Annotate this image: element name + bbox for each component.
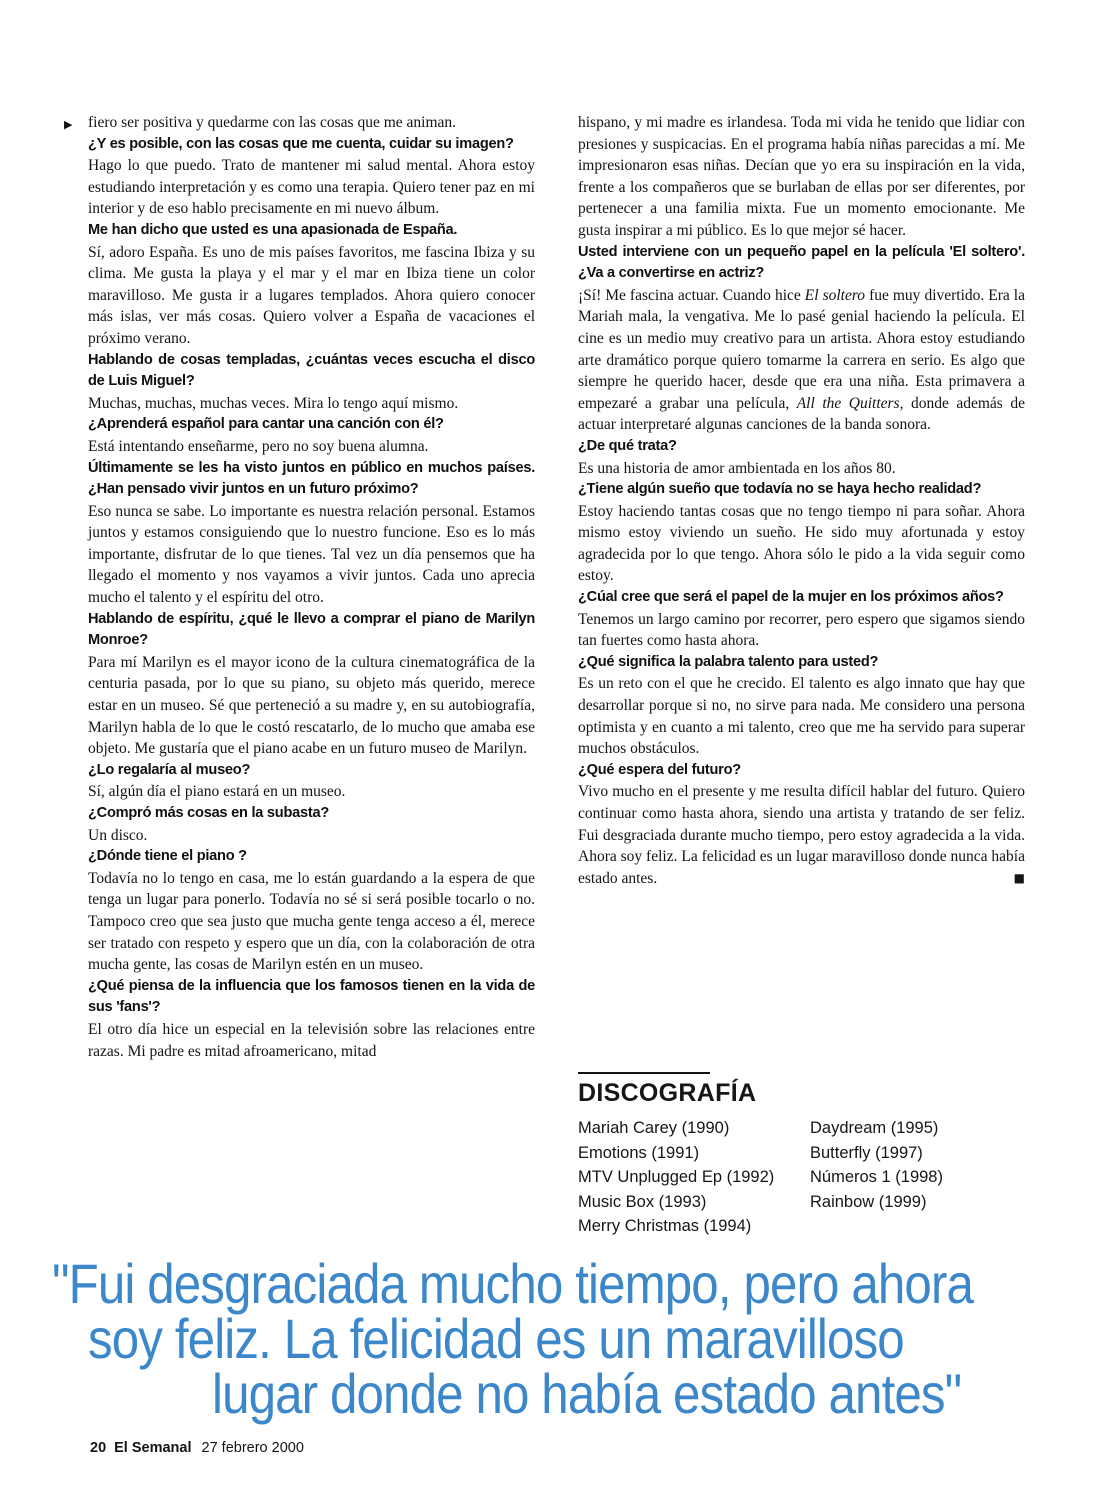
interview-question: Hablando de cosas templadas, ¿cuántas veces escucha el disco de Luis Miguel? xyxy=(88,351,535,390)
interview-answer: Tenemos un largo camino por recorrer, pero espero que sigamos siendo tan fuertes como hasta ahora. xyxy=(578,610,1025,650)
interview-answer: Sí, algún día el piano estará en un museo. xyxy=(88,783,346,801)
interview-question: ¿De qué trata? xyxy=(578,437,677,454)
interview-answer: Todavía no lo tengo en casa, me lo están guardando a la espera de que tenga un lugar para ponerlo. Todavía no sé si será posible tocarlo o no. Tampoco creo que sea justo que mucha gente tenga acceso a él, merece ser tratado con respeto y espero que un día, con la colaboración de otra mucha gente, las cosas de Marilyn estén en un museo. xyxy=(88,869,535,974)
discography-section xyxy=(578,1072,1025,1239)
discography-item: Music Box (1993) xyxy=(578,1192,707,1211)
footer-page-number: 20 xyxy=(90,1440,107,1456)
discography-item: Merry Christmas (1994) xyxy=(578,1217,752,1235)
discography-rule xyxy=(578,1072,710,1074)
interview-answer: Está intentando enseñarme, pero no soy buena alumna. xyxy=(88,437,429,455)
interview-question: ¿Tiene algún sueño que todavía no se haya hecho realidad? xyxy=(578,481,982,498)
interview-answer: Vivo mucho en el presente y me resulta difícil hablar del futuro. Quiero continuar como hasta ahora, siendo una artista y tratando de ser feliz. Fui desgraciada durante mucho tiempo, pero estoy agradecida a la vida. Ahora soy feliz. La felicidad es un lugar maravilloso donde nunca había estado antes. ■ xyxy=(578,781,1025,889)
footer-date: 27 febrero 2000 xyxy=(201,1440,304,1456)
interview-question: ¿Dónde tiene el piano ? xyxy=(88,848,247,865)
pull-quote xyxy=(0,1252,1115,1425)
interview-answer: ¡Sí! Me fascina actuar. Cuando hice El soltero fue muy divertido. Era la Mariah mala, la vengativa. Me lo pasé genial haciendo la película. El cine es un medio muy creativo para un artista. Ahora estoy estudiando arte dramático porque quiero tomarme la carrera en serio. Es algo que siempre he querido hacer, desde que era una niña. Esta primavera a empezaré a grabar una película, All the Quitters, donde además de actuar interpretaré algunas canciones de la banda sonora. xyxy=(578,286,1025,434)
interview-question: Últimamente se les ha visto juntos en público en muchos países. ¿Han pensado vivir juntos en un futuro próximo? xyxy=(88,459,535,498)
interview-answer: Hago lo que puedo. Trato de mantener mi salud mental. Ahora estoy estudiando interpretación y es como una terapia. Quiero tener paz en mi interior y de eso hablo precisamente en mi nuevo álbum. xyxy=(88,157,535,218)
discography-item: Rainbow (1999) xyxy=(810,1192,927,1211)
interview-question: Hablando de espíritu, ¿qué le llevo a comprar el piano de Marilyn Monroe? xyxy=(88,610,535,649)
discography-column-b xyxy=(810,1116,1025,1239)
article-column-right xyxy=(578,112,1025,1064)
interview-question: ¿Qué significa la palabra talento para usted? xyxy=(578,653,879,670)
interview-question: ¿Qué espera del futuro? xyxy=(578,761,741,778)
interview-question: ¿Y es posible, con las cosas que me cuenta, cuidar su imagen? xyxy=(88,135,514,152)
pull-quote-line: lugar donde no había estado antes" xyxy=(212,1362,962,1425)
interview-question: ¿Compró más cosas en la subasta? xyxy=(88,805,329,821)
interview-question: ¿Aprenderá español para cantar una canción con él? xyxy=(88,416,444,433)
interview-answer: Es una historia de amor ambientada en los años 80. xyxy=(578,459,896,477)
footer-magazine-name: El Semanal xyxy=(114,1440,192,1456)
page-footer xyxy=(90,1440,304,1456)
interview-answer: Es un reto con el que he crecido. El talento es algo innato que hay que desarrollar porque si no, no sirve para nada. Me considero una persona optimista y en cuanto a mi talento, creo que me ha servido para superar muchos obstáculos. xyxy=(578,675,1025,758)
discography-item: Daydream (1995) xyxy=(810,1119,939,1137)
interview-question: Me han dicho que usted es una apasionada de España. xyxy=(88,221,458,238)
discography-column-a xyxy=(578,1116,810,1239)
interview-question: ¿Lo regalaría al museo? xyxy=(88,761,251,778)
continuation-arrow-icon: ▶ xyxy=(64,118,73,131)
pull-quote-line: soy feliz. La felicidad es un maravilloso xyxy=(88,1307,904,1370)
pull-quote-line: "Fui desgraciada mucho tiempo, pero ahora xyxy=(52,1252,974,1315)
article-column-left xyxy=(64,112,535,1258)
interview-answer: Muchas, muchas, muchas veces. Mira lo tengo aquí mismo. xyxy=(88,394,459,412)
discography-title: DISCOGRAFÍA xyxy=(578,1079,757,1107)
interview-answer: Eso nunca se sabe. Lo importante es nuestra relación personal. Estamos juntos y estamos consiguiendo que lo nuestro funcione. Eso es lo más importante, disfrutar de lo que tienes. Tal vez un día pensemos que ha llegado el momento y nos vayamos a vivir juntos. Cada uno aprecia mucho el talento y el espíritu del otro. xyxy=(88,502,535,607)
interview-answer: El otro día hice un especial en la televisión sobre las relaciones entre razas. Mi padre es mitad afroamericano, mitad xyxy=(88,1020,535,1060)
interview-answer: Un disco. xyxy=(88,826,148,844)
interview-answer: ▶ fiero ser positiva y quedarme con las cosas que me animan. xyxy=(88,112,535,134)
interview-question: ¿Cúal cree que será el papel de la mujer en los próximos años? xyxy=(578,589,1004,606)
interview-answer: hispano, y mi madre es irlandesa. Toda mi vida he tenido que lidiar con presiones y suspicacias. En el programa había niñas parecidas a mí. Me impresionaron esas niñas. Decían que yo era su inspiración en la vida, frente a los compañeros que se burlaban de ellas por ser diferentes, por pertenecer a una familia mixta. Fue un momento emocionante. Me gusta inspirar a mi público. Es lo que mejor sé hacer. xyxy=(578,114,1025,239)
interview-answer: Sí, adoro España. Es uno de mis países favoritos, me fascina Ibiza y su clima. Me gusta la playa y el mar y el mar en Ibiza tiene un color maravilloso. Me gusta ir a lugares templados. Ahora quiero conocer más islas, ver más cosas. Quiero volver a España de vacaciones el próximo verano. xyxy=(88,243,535,347)
discography-item: Mariah Carey (1990) xyxy=(578,1119,730,1137)
discography-item: MTV Unplugged Ep (1992) xyxy=(578,1168,775,1186)
interview-answer: Para mí Marilyn es el mayor icono de la cultura cinematográfica de la centuria pasada, por lo que su piano, su objeto más querido, merece estar en un museo. Sé que perteneció a su madre y, en su autobiografía, Marilyn habla de lo que le costó rescatarlo, de lo mucho que amaba ese objeto. Me gustaría que el piano acabe en un futuro museo de Marilyn. xyxy=(88,653,535,758)
end-of-article-icon: ■ xyxy=(1013,870,1025,885)
interview-question: Usted interviene con un pequeño papel en la película 'El soltero'. ¿Va a convertirse en actriz? xyxy=(578,243,1025,282)
discography-item: Butterfly (1997) xyxy=(810,1143,923,1162)
discography-item: Emotions (1991) xyxy=(578,1143,700,1162)
discography-item: Números 1 (1998) xyxy=(810,1168,943,1186)
interview-question: ¿Qué piensa de la influencia que los famosos tienen en la vida de sus 'fans'? xyxy=(88,977,535,1016)
interview-answer: Estoy haciendo tantas cosas que no tengo tiempo ni para soñar. Ahora mismo estoy viviendo un sueño. He sido muy afortunada y estoy agradecida por lo que tengo. Ahora sólo le pido a la vida seguir como estoy. xyxy=(578,502,1025,585)
